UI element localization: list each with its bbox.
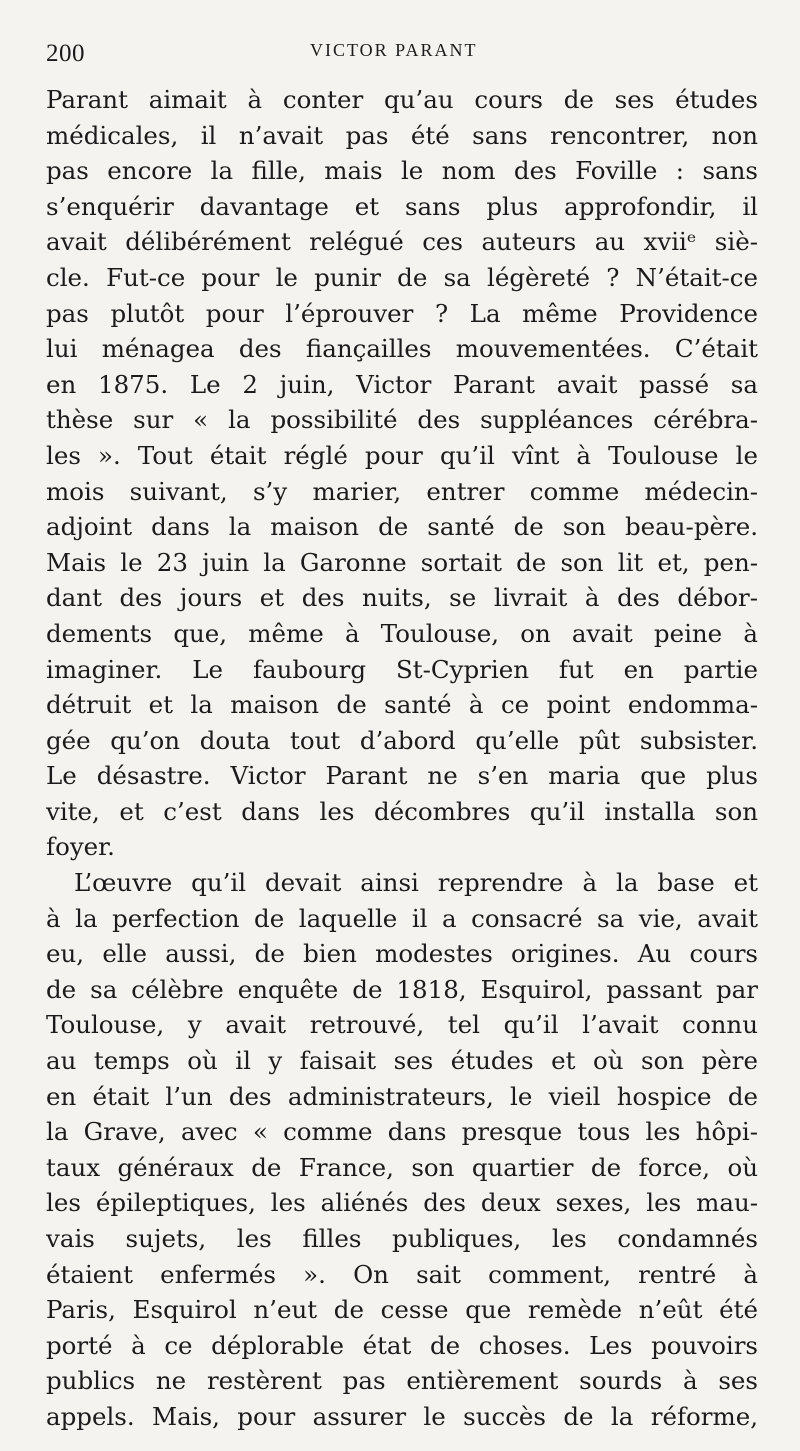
text-line: Parant aimait à conter qu’au cours de ses études [46, 85, 758, 114]
paragraph-start-line: L’œuvre qu’il devait ainsi reprendre à la base et [74, 868, 758, 898]
text-line: vais sujets, les filles publiques, les condamnés [46, 1224, 758, 1253]
text-line: thèse sur « la possibilité des suppléances cérébra- [46, 405, 758, 435]
text-line: étaient enfermés ». On sait comment, rentré à [46, 1259, 758, 1289]
text-line: Paris, Esquirol n’eut de cesse que remède n’eût été [46, 1295, 758, 1325]
text-line: taux généraux de France, son quartier de force, où [46, 1152, 758, 1182]
text-line: Mais le 23 juin la Garonne sortait de son lit et, pen- [46, 547, 758, 577]
text-line: Toulouse, y avait retrouvé, tel qu’il l’avait connu [46, 1010, 758, 1040]
running-title: VICTOR PARANT [310, 40, 478, 60]
text-line: lui ménagea des fiançailles mouvementées. C’était [46, 334, 758, 364]
text-line: vite, et c’est dans les décombres qu’il installa son [46, 796, 758, 826]
text-line: gée qu’on douta tout d’abord qu’elle pût subsister. [46, 725, 758, 755]
text-line: les ». Tout était réglé pour qu’il vînt à Toulouse le [46, 440, 758, 470]
text-line: cle. Fut-ce pour le punir de sa légèreté ? N’était-ce [46, 262, 758, 292]
text-line: imaginer. Le faubourg St-Cyprien fut en partie [46, 654, 758, 684]
text-line: la Grave, avec « comme dans presque tous les hôpi- [46, 1117, 758, 1147]
page-number: 200 [46, 40, 85, 67]
text-line: publics ne restèrent pas entièrement sourds à ses [46, 1366, 758, 1396]
text-line: s’enquérir davantage et sans plus approfondir, il [46, 191, 758, 221]
text-line: Le désastre. Victor Parant ne s’en maria que plus [46, 761, 758, 791]
text-line: avait délibérément relégué ces auteurs au xviiᵉ siè- [46, 227, 758, 257]
text-line: de sa célèbre enquête de 1818, Esquirol, passant par [46, 974, 758, 1004]
text-line: pas encore la fille, mais le nom des Foville : sans [46, 156, 758, 186]
text-line: détruit et la maison de santé à ce point endomma- [46, 690, 758, 720]
body-text [46, 82, 758, 1435]
text-line: à la perfection de laquelle il a consacré sa vie, avait [46, 903, 758, 933]
text-line: appels. Mais, pour assurer le succès de la réforme, [46, 1401, 758, 1431]
text-line: eu, elle aussi, de bien modestes origines. Au cours [46, 939, 758, 969]
text-line: adjoint dans la maison de santé de son beau-père. [46, 512, 758, 542]
text-line: en 1875. Le 2 juin, Victor Parant avait passé sa [46, 369, 758, 399]
text-line: pas plutôt pour l’éprouver ? La même Providence [46, 298, 758, 328]
text-line: les épileptiques, les aliénés des deux sexes, les mau- [46, 1188, 758, 1218]
text-line: en était l’un des administrateurs, le vieil hospice de [46, 1081, 758, 1111]
text-line: mois suivant, s’y marier, entrer comme médecin- [46, 476, 758, 506]
text-line: dant des jours et des nuits, se livrait à des débor- [46, 583, 758, 613]
text-line: médicales, il n’avait pas été sans rencontrer, non [46, 120, 758, 150]
paragraph-end-line: foyer. [46, 832, 115, 862]
text-line: au temps où il y faisait ses études et où son père [46, 1046, 758, 1076]
text-line: dements que, même à Toulouse, on avait peine à [46, 618, 758, 648]
text-line: porté à ce déplorable état de choses. Les pouvoirs [46, 1330, 758, 1360]
